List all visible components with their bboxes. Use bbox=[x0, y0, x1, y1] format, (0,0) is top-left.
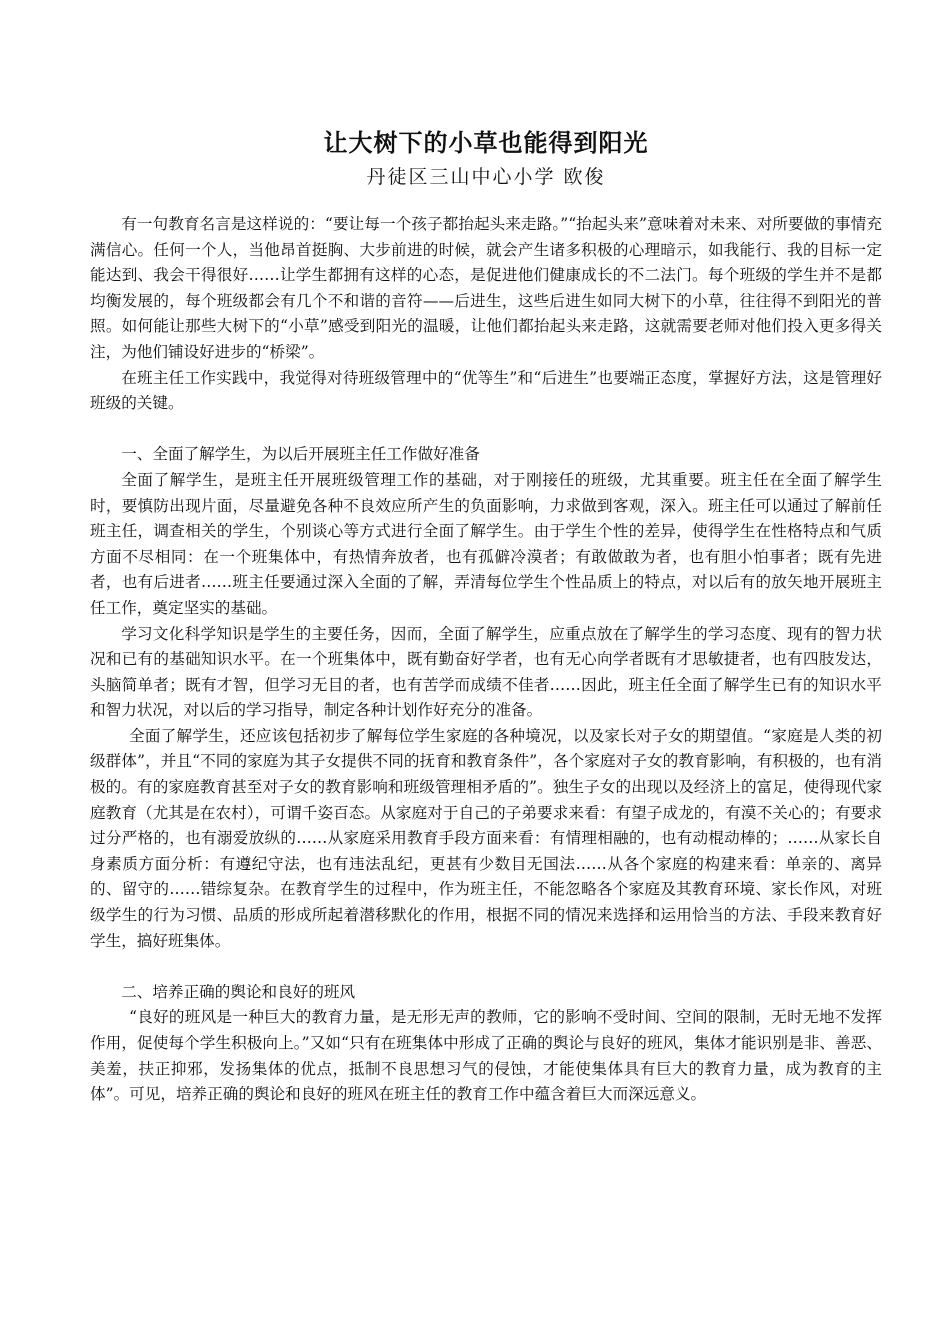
section-2-paragraph-1: “良好的班风是一种巨大的教育力量，是无形无声的教师，它的影响不受时间、空间的限制，无时无地不发挥作用，促使每个学生积极向上。”又如“只有在班集体中形成了正确的舆论与良好的班风，集体才能识别是非、善恶、美羞，扶正抑邪，发扬集体的优点，抵制不良思想习气的侵蚀，才能使集体具有巨大的教育力量，成为教育的主体”。可见，培养正确的舆论和良好的班风在班主任的教育工作中蕴含着巨大而深远意义。 bbox=[90, 1008, 882, 1104]
author-line: 丹徒区三山中心小学 欧俊 bbox=[366, 166, 606, 188]
section-1-paragraph-3: 全面了解学生，还应该包括初步了解每位学生家庭的各种境况，以及家长对子女的期望值。“家庭是人类的初级群体”，并且“不同的家庭为其子女提供不同的抚育和教育条件”，各个家庭对子女的教育影响，有积极的，也有消极的。有的家庭教育甚至对子女的教育影响和班级管理相矛盾的”。独生子女的出现以及经济上的富足，使得现代家庭教育（尤其是在农村），可谓千姿百态。从家庭对于自己的子弟要求来看：有望子成龙的，有漠不关心的；有要求过分严格的，也有溺爱放纵的……从家庭采用教育手段方面来看：有情理相融的，也有动棍动棒的；……从家长自身素质方面分析：有遵纪守法，也有违法乱纪，更甚有少数目无国法……从各个家庭的构建来看：单亲的、离异的、留守的……错综复杂。在教育学生的过程中，作为班主任，不能忽略各个家庭及其教育环境、家长作风，对班级学生的行为习惯、品质的形成所起着潜移默化的作用，根据不同的情况来选择和运用恰当的方法、手段来教育好学生，搞好班集体。 bbox=[90, 726, 882, 950]
intro-paragraph-2: 在班主任工作实践中，我觉得对待班级管理中的“优等生”和“后进生”也要端正态度，掌握好方法，这是管理好班级的关键。 bbox=[90, 368, 882, 413]
section-2-heading: 二、培养正确的舆论和良好的班风 bbox=[121, 982, 356, 1001]
section-1-paragraph-1: 全面了解学生，是班主任开展班级管理工作的基础，对于刚接任的班级，尤其重要。班主任在全面了解学生时，要慎防出现片面，尽量避免各种不良效应所产生的负面影响，力求做到客观，深入。班主任可以通过了解前任班主任，调查相关的学生，个别谈心等方式进行全面了解学生。由于学生个性的差异，使得学生在性格特点和气质方面不尽相同：在一个班集体中，有热情奔放者，也有孤僻冷漠者；有敢做敢为者，也有胆小怕事者；既有先进者，也有后进者……班主任要通过深入全面的了解，弄清每位学生个性品质上的特点，对以后有的放矢地开展班主任工作，奠定坚实的基础。 bbox=[90, 470, 882, 617]
document-body bbox=[90, 128, 882, 1108]
document-title: 让大树下的小草也能得到阳光 bbox=[323, 129, 649, 157]
intro-paragraph-1: 有一句教育名言是这样说的：“要让每一个孩子都抬起头来走路。”“抬起头来”意味着对未来、对所要做的事情充满信心。任何一个人，当他昂首挺胸、大步前进的时候，就会产生诸多积极的心理暗示，如我能行、我的目标一定能达到、我会干得很好……让学生都拥有这样的心态，是促进他们健康成长的不二法门。每个班级的学生并不是都均衡发展的，每个班级都会有几个不和谐的音符——后进生，这些后进生如同大树下的小草，往往得不到阳光的普照。如何能让那些大树下的“小草”感受到阳光的温暖，让他们都抬起头来走路，这就需要老师对他们投入更多得关注，为他们铺设好进步的“桥梁”。 bbox=[90, 215, 882, 361]
section-1-paragraph-2: 学习文化科学知识是学生的主要任务，因而，全面了解学生，应重点放在了解学生的学习态度、现有的智力状况和已有的基础知识水平。在一个班集体中，既有勤奋好学者，也有无心向学者既有才思敏捷者，也有四肢发达，头脑简单者；既有才智，但学习无目的者，也有苦学而成绩不佳者……因此，班主任全面了解学生已有的知识水平和智力状况，对以后的学习指导，制定各种计划作好充分的准备。 bbox=[90, 624, 882, 720]
section-1-heading: 一、全面了解学生，为以后开展班主任工作做好准备 bbox=[121, 445, 480, 464]
